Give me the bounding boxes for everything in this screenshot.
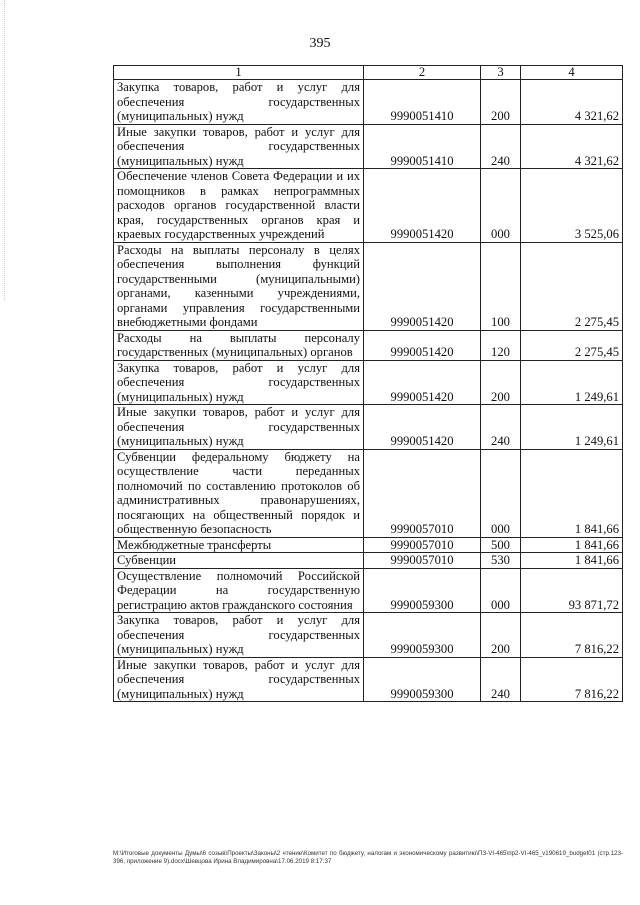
row-expense-type: 200 — [481, 613, 521, 658]
row-code: 9990059300 — [364, 613, 481, 658]
row-name: Расходы на выплаты персоналу в целях обеспечения выполнения функций государственными (муниципальными) органами, казенными учреждениями, органами управления государственными внебюджетными фондами — [114, 242, 364, 330]
page-number: 395 — [309, 36, 331, 51]
row-sum: 93 871,72 — [521, 568, 623, 613]
row-code: 9990051420 — [364, 242, 481, 330]
row-code: 9990051420 — [364, 360, 481, 405]
row-expense-type: 120 — [481, 330, 521, 360]
row-code: 9990051420 — [364, 405, 481, 450]
row-name: Осуществление полномочий Российской Федерации на государственную регистрацию актов гражданского состояния — [114, 568, 364, 613]
row-sum: 1 841,66 — [521, 553, 623, 569]
row-sum: 1 841,66 — [521, 537, 623, 553]
table-row — [114, 657, 623, 702]
row-sum: 1 249,61 — [521, 405, 623, 450]
row-sum: 4 321,62 — [521, 80, 623, 125]
row-name: Иные закупки товаров, работ и услуг для обеспечения государственных (муниципальных) нужд — [114, 657, 364, 702]
row-code: 9990051410 — [364, 124, 481, 169]
row-sum: 1 841,66 — [521, 449, 623, 537]
row-expense-type: 100 — [481, 242, 521, 330]
row-sum: 4 321,62 — [521, 124, 623, 169]
header-col-4: 4 — [521, 66, 623, 80]
table-row — [114, 449, 623, 537]
table-row — [114, 405, 623, 450]
header-col-1: 1 — [114, 66, 364, 80]
row-code: 9990059300 — [364, 657, 481, 702]
row-sum: 2 275,45 — [521, 330, 623, 360]
row-sum: 2 275,45 — [521, 242, 623, 330]
table-row — [114, 169, 623, 243]
row-code: 9990057010 — [364, 449, 481, 537]
row-expense-type: 200 — [481, 80, 521, 125]
row-name: Иные закупки товаров, работ и услуг для обеспечения государственных (муниципальных) нужд — [114, 405, 364, 450]
row-expense-type: 000 — [481, 568, 521, 613]
row-name: Обеспечение членов Совета Федерации и их помощников в рамках непрограммных расходов органов государственной власти края, государственных органов края и краевых государственных учреждений — [114, 169, 364, 243]
row-expense-type: 000 — [481, 169, 521, 243]
table-row — [114, 613, 623, 658]
table-row — [114, 568, 623, 613]
row-expense-type: 240 — [481, 124, 521, 169]
row-name: Межбюджетные трансферты — [114, 537, 364, 553]
row-code: 9990051410 — [364, 80, 481, 125]
header-col-2: 2 — [364, 66, 481, 80]
row-code: 9990051420 — [364, 169, 481, 243]
row-expense-type: 500 — [481, 537, 521, 553]
row-expense-type: 200 — [481, 360, 521, 405]
row-name: Закупка товаров, работ и услуг для обеспечения государственных (муниципальных) нужд — [114, 613, 364, 658]
row-name: Субвенции федеральному бюджету на осуществление части переданных полномочий по составлению протоколов об административных правонарушениях, посягающих на общественный порядок и общественную безопасность — [114, 449, 364, 537]
table-row — [114, 360, 623, 405]
row-expense-type: 000 — [481, 449, 521, 537]
table-row — [114, 80, 623, 125]
row-code: 9990057010 — [364, 537, 481, 553]
budget-table — [113, 65, 623, 702]
table-row — [114, 242, 623, 330]
table-row — [114, 124, 623, 169]
row-expense-type: 530 — [481, 553, 521, 569]
row-name: Субвенции — [114, 553, 364, 569]
row-name: Закупка товаров, работ и услуг для обеспечения государственных (муниципальных) нужд — [114, 80, 364, 125]
row-code: 9990057010 — [364, 553, 481, 569]
table-row — [114, 330, 623, 360]
row-name: Иные закупки товаров, работ и услуг для обеспечения государственных (муниципальных) нужд — [114, 124, 364, 169]
row-sum: 3 525,06 — [521, 169, 623, 243]
row-sum: 1 249,61 — [521, 360, 623, 405]
table-header-row — [114, 66, 623, 80]
row-code: 9990059300 — [364, 568, 481, 613]
row-name: Расходы на выплаты персоналу государственных (муниципальных) органов — [114, 330, 364, 360]
row-sum: 7 816,22 — [521, 613, 623, 658]
row-code: 9990051420 — [364, 330, 481, 360]
table-row — [114, 553, 623, 569]
table-row — [114, 537, 623, 553]
row-expense-type: 240 — [481, 405, 521, 450]
row-expense-type: 240 — [481, 657, 521, 702]
row-sum: 7 816,22 — [521, 657, 623, 702]
row-name: Закупка товаров, работ и услуг для обеспечения государственных (муниципальных) нужд — [114, 360, 364, 405]
file-path-footer: М:\Итоговые документы Думы\6 созыв\Проекты\Законы\2 чтение\Комитет по бюджету, налогам и экономическому развитию\ПЗ-VI-465\пр2-VI-465_v190619_budget01 (стр.123-396, приложение 9).docx\Шевцова Ирина Владимировна\17.06.2019 8:17:37 — [113, 850, 623, 865]
header-col-3: 3 — [481, 66, 521, 80]
